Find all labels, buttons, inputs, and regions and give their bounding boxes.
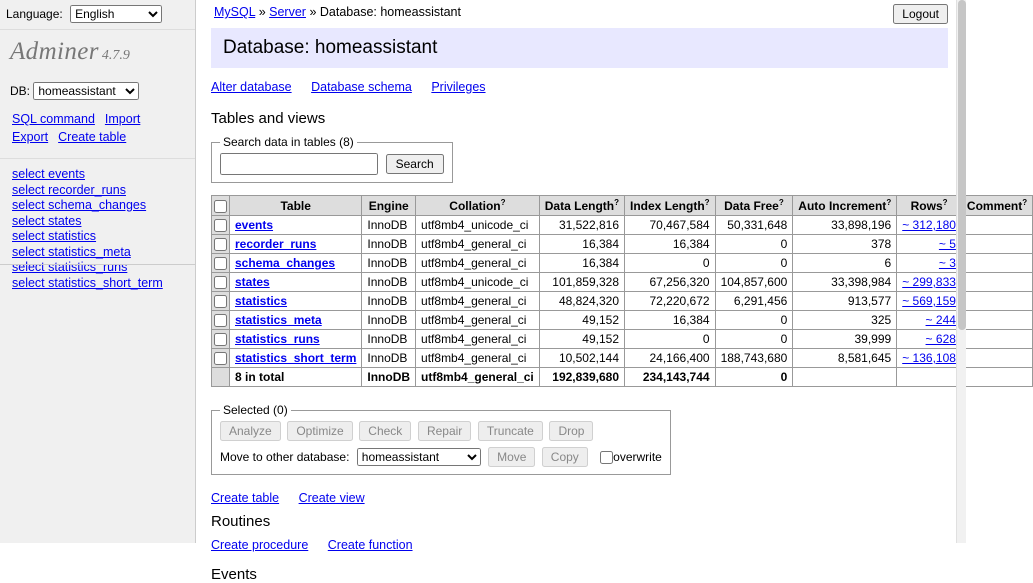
column-header-comment[interactable] xyxy=(961,196,1032,216)
database-action-links xyxy=(211,68,946,104)
privileges-link[interactable]: Privileges xyxy=(431,80,486,94)
column-header-collation-label: Collation xyxy=(449,199,501,213)
rows-link[interactable]: ~ 244 xyxy=(925,313,956,327)
collation-cell: utf8mb4_general_ci xyxy=(416,235,540,254)
move-label: Move to other database: xyxy=(220,450,350,464)
sidebar-item-select-schema-changes[interactable]: select schema_changes xyxy=(12,198,147,212)
engine-cell: InnoDB xyxy=(362,349,416,368)
row-checkbox-cell xyxy=(212,216,230,235)
sidebar-table-list xyxy=(0,159,195,299)
total-index-length-cell: 234,143,744 xyxy=(625,368,716,387)
data-length-cell: 16,384 xyxy=(539,235,624,254)
copy-button[interactable]: Copy xyxy=(542,447,588,467)
rows-cell[interactable] xyxy=(897,292,962,311)
total-data-length-cell: 192,839,680 xyxy=(539,368,624,387)
comment-cell xyxy=(961,330,1032,349)
data-length-cell: 16,384 xyxy=(539,254,624,273)
page-title: Database: homeassistant xyxy=(211,28,948,68)
row-checkbox-cell xyxy=(212,254,230,273)
overwrite-label[interactable] xyxy=(600,450,662,464)
routines-heading: Routines xyxy=(211,513,271,530)
breadcrumb-separator: » xyxy=(309,5,317,19)
engine-cell: InnoDB xyxy=(362,330,416,349)
column-header-rows[interactable] xyxy=(897,196,962,216)
table-name-cell xyxy=(230,292,362,311)
check-button[interactable]: Check xyxy=(359,421,411,441)
rows-cell[interactable] xyxy=(897,216,962,235)
comment-cell xyxy=(961,292,1032,311)
sidebar xyxy=(0,0,196,543)
table-name-cell xyxy=(230,349,362,368)
help-icon[interactable]: ? xyxy=(704,198,710,207)
comment-cell xyxy=(961,254,1032,273)
auto-increment-cell: 6 xyxy=(793,254,897,273)
data-length-cell: 48,824,320 xyxy=(539,292,624,311)
search-input[interactable] xyxy=(220,153,378,175)
table-link-statistics-meta[interactable]: statistics_meta xyxy=(235,313,322,327)
index-length-cell: 16,384 xyxy=(625,311,716,330)
help-icon[interactable]: ? xyxy=(886,198,892,207)
rows-cell[interactable] xyxy=(897,311,962,330)
engine-cell: InnoDB xyxy=(362,254,416,273)
data-free-cell: 0 xyxy=(715,311,793,330)
create-function-link[interactable]: Create function xyxy=(327,538,413,552)
engine-cell: InnoDB xyxy=(362,273,416,292)
brand xyxy=(0,29,195,78)
data-free-cell: 0 xyxy=(715,254,793,273)
rows-cell[interactable] xyxy=(897,330,962,349)
optimize-button[interactable]: Optimize xyxy=(287,421,352,441)
index-length-cell: 70,467,584 xyxy=(625,216,716,235)
engine-cell: InnoDB xyxy=(362,292,416,311)
rows-link[interactable]: ~ 628 xyxy=(925,332,956,346)
db-select[interactable] xyxy=(33,82,139,100)
selected-legend: Selected (0) xyxy=(223,403,288,417)
db-label: DB: xyxy=(10,84,31,98)
help-icon[interactable]: ? xyxy=(942,198,948,207)
row-checkbox-cell xyxy=(212,349,230,368)
row-checkbox[interactable] xyxy=(214,219,227,232)
rows-cell[interactable] xyxy=(897,349,962,368)
sidebar-item-select-statistics-runs[interactable]: select statistics_runs xyxy=(12,260,128,274)
index-length-cell: 16,384 xyxy=(625,235,716,254)
data-free-cell: 6,291,456 xyxy=(715,292,793,311)
comment-cell xyxy=(961,216,1032,235)
drop-button[interactable]: Drop xyxy=(549,421,593,441)
db-selector xyxy=(0,78,195,108)
data-length-cell: 10,502,144 xyxy=(539,349,624,368)
move-button[interactable]: Move xyxy=(488,447,535,467)
table-name-cell xyxy=(230,216,362,235)
row-checkbox[interactable] xyxy=(214,257,227,270)
rows-link[interactable]: ~ 136,108 xyxy=(902,351,956,365)
engine-cell: InnoDB xyxy=(362,311,416,330)
total-data-free-cell: 0 xyxy=(715,368,793,387)
data-length-cell: 101,859,328 xyxy=(539,273,624,292)
routine-links xyxy=(211,538,946,560)
column-header-auto-increment-label: Auto Increment xyxy=(798,199,887,213)
total-engine-cell: InnoDB xyxy=(362,368,416,387)
index-length-cell: 24,166,400 xyxy=(625,349,716,368)
rows-cell[interactable] xyxy=(897,273,962,292)
content-area xyxy=(197,68,1028,583)
database-schema-link[interactable]: Database schema xyxy=(311,80,412,94)
data-free-cell: 0 xyxy=(715,235,793,254)
collation-cell: utf8mb4_general_ci xyxy=(416,254,540,273)
rows-cell[interactable] xyxy=(897,254,962,273)
column-header-rows-label: Rows xyxy=(910,199,943,213)
sidebar-item-select-statistics-meta[interactable]: select statistics_meta xyxy=(12,244,131,259)
search-button[interactable]: Search xyxy=(386,154,444,174)
table-link-states[interactable]: states xyxy=(235,275,270,289)
table-name-cell xyxy=(230,273,362,292)
logout-container xyxy=(893,4,948,24)
table-row xyxy=(212,349,1033,368)
select-all-header xyxy=(212,196,230,216)
column-header-collation[interactable] xyxy=(416,196,540,216)
rows-link[interactable]: ~ 5 xyxy=(938,237,956,251)
column-header-table[interactable]: Table xyxy=(230,196,362,216)
data-free-cell: 104,857,600 xyxy=(715,273,793,292)
comment-cell xyxy=(961,311,1032,330)
data-length-cell: 31,522,816 xyxy=(539,216,624,235)
data-free-cell: 188,743,680 xyxy=(715,349,793,368)
total-comment-cell xyxy=(961,368,1032,387)
search-fieldset xyxy=(211,135,453,183)
sidebar-item-select-recorder-runs[interactable]: select recorder_runs xyxy=(12,182,126,197)
index-length-cell: 0 xyxy=(625,254,716,273)
collation-cell: utf8mb4_unicode_ci xyxy=(416,273,540,292)
table-link-statistics-runs[interactable]: statistics_runs xyxy=(235,332,320,346)
auto-increment-cell: 325 xyxy=(793,311,897,330)
sql-command-link[interactable]: SQL command xyxy=(12,112,95,126)
rows-link[interactable]: ~ 312,180 xyxy=(902,218,956,232)
select-all-checkbox[interactable] xyxy=(214,200,227,213)
auto-increment-cell: 33,398,984 xyxy=(793,273,897,292)
scrollbar-thumb[interactable] xyxy=(958,0,966,330)
sidebar-item-select-events[interactable]: select events xyxy=(12,167,85,181)
help-icon[interactable]: ? xyxy=(500,198,506,207)
create-table-link-main[interactable]: Create table xyxy=(211,491,280,505)
selected-fieldset xyxy=(211,403,671,475)
table-row xyxy=(212,292,1033,311)
column-header-comment-label: Comment xyxy=(966,199,1023,213)
data-free-cell: 0 xyxy=(715,330,793,349)
sidebar-menu-links xyxy=(0,108,195,154)
row-checkbox-cell xyxy=(212,235,230,254)
column-header-data-length[interactable] xyxy=(539,196,624,216)
breadcrumb-server[interactable]: Server xyxy=(269,5,306,19)
rows-link[interactable]: ~ 569,159 xyxy=(902,294,956,308)
brand-version: 4.7.9 xyxy=(101,48,130,63)
table-header-row xyxy=(212,196,1033,216)
help-icon[interactable]: ? xyxy=(778,198,784,207)
tables-list-table xyxy=(211,195,1033,387)
breadcrumb-current: Database: homeassistant xyxy=(319,5,461,19)
export-link[interactable]: Export xyxy=(12,130,49,144)
rows-link[interactable]: ~ 299,833 xyxy=(902,275,956,289)
collation-cell: utf8mb4_general_ci xyxy=(416,349,540,368)
table-name-cell xyxy=(230,330,362,349)
index-length-cell: 0 xyxy=(625,330,716,349)
table-row xyxy=(212,254,1033,273)
repair-button[interactable]: Repair xyxy=(418,421,471,441)
auto-increment-cell: 913,577 xyxy=(793,292,897,311)
table-link-statistics[interactable]: statistics xyxy=(235,294,288,308)
overwrite-text: overwrite xyxy=(613,450,662,464)
truncate-button[interactable]: Truncate xyxy=(478,421,543,441)
row-checkbox[interactable] xyxy=(214,333,227,346)
events-heading: Events xyxy=(211,566,257,583)
tables-list-body xyxy=(212,216,1033,387)
collation-cell: utf8mb4_general_ci xyxy=(416,292,540,311)
data-length-cell: 49,152 xyxy=(539,330,624,349)
row-checkbox[interactable] xyxy=(214,238,227,251)
overwrite-checkbox[interactable] xyxy=(600,451,613,464)
total-label-cell: 8 in total xyxy=(230,368,362,387)
total-auto-increment-cell xyxy=(793,368,897,387)
column-header-auto-increment[interactable] xyxy=(793,196,897,216)
index-length-cell: 67,256,320 xyxy=(625,273,716,292)
language-select[interactable] xyxy=(70,5,162,23)
row-checkbox[interactable] xyxy=(214,295,227,308)
column-header-index-length-label: Index Length xyxy=(630,199,705,213)
breadcrumb xyxy=(197,0,956,23)
selected-buttons-row xyxy=(220,421,662,441)
table-name-cell xyxy=(230,235,362,254)
alter-database-link[interactable]: Alter database xyxy=(211,80,292,94)
auto-increment-cell: 39,999 xyxy=(793,330,897,349)
table-row xyxy=(212,273,1033,292)
breadcrumb-separator: » xyxy=(258,5,266,19)
create-procedure-link[interactable]: Create procedure xyxy=(211,538,309,552)
table-name-cell xyxy=(230,311,362,330)
data-free-cell: 50,331,648 xyxy=(715,216,793,235)
row-checkbox-cell xyxy=(212,311,230,330)
row-checkbox-cell xyxy=(212,273,230,292)
tables-and-views-heading: Tables and views xyxy=(211,110,326,127)
table-row xyxy=(212,216,1033,235)
sidebar-item-select-statistics[interactable]: select statistics xyxy=(12,229,97,243)
auto-increment-cell: 378 xyxy=(793,235,897,254)
engine-cell: InnoDB xyxy=(362,216,416,235)
collation-cell: utf8mb4_general_ci xyxy=(416,330,540,349)
index-length-cell: 72,220,672 xyxy=(625,292,716,311)
collation-cell: utf8mb4_general_ci xyxy=(416,311,540,330)
import-link[interactable]: Import xyxy=(104,112,141,126)
table-total-row xyxy=(212,368,1033,387)
column-header-data-free[interactable] xyxy=(715,196,793,216)
sidebar-item-select-states[interactable]: select states xyxy=(12,213,82,228)
language-label: Language: xyxy=(6,7,63,21)
engine-cell: InnoDB xyxy=(362,235,416,254)
table-link-schema-changes[interactable]: schema_changes xyxy=(235,256,336,270)
breadcrumb-mysql[interactable]: MySQL xyxy=(214,5,256,19)
column-header-data-length-label: Data Length xyxy=(544,199,615,213)
rows-link[interactable]: ~ 3 xyxy=(938,256,956,270)
table-name-cell xyxy=(230,254,362,273)
create-table-link[interactable]: Create table xyxy=(58,130,127,144)
column-header-data-free-label: Data Free xyxy=(724,199,779,213)
move-db-select[interactable] xyxy=(357,448,481,466)
main-content xyxy=(197,0,1028,583)
table-row xyxy=(212,235,1033,254)
collation-cell: utf8mb4_unicode_ci xyxy=(416,216,540,235)
sidebar-bottom-divider xyxy=(0,264,196,265)
create-view-link[interactable]: Create view xyxy=(298,491,365,505)
language-selector xyxy=(0,0,195,29)
column-header-engine[interactable]: Engine xyxy=(362,196,416,216)
table-link-statistics-short-term[interactable]: statistics_short_term xyxy=(235,351,357,365)
row-checkbox[interactable] xyxy=(214,276,227,289)
search-legend: Search data in tables (8) xyxy=(223,135,354,149)
page-scrollbar[interactable] xyxy=(956,0,966,543)
table-row xyxy=(212,330,1033,349)
column-header-index-length[interactable] xyxy=(625,196,716,216)
logout-button[interactable]: Logout xyxy=(893,4,948,24)
comment-cell xyxy=(961,235,1032,254)
total-rows-cell xyxy=(897,368,962,387)
rows-cell[interactable] xyxy=(897,235,962,254)
total-collation-cell: utf8mb4_general_ci xyxy=(416,368,540,387)
table-row xyxy=(212,311,1033,330)
sidebar-item-select-statistics-short-term[interactable]: select statistics_short_term xyxy=(12,275,163,290)
comment-cell xyxy=(961,273,1032,292)
help-icon[interactable]: ? xyxy=(614,198,619,207)
total-checkbox-cell xyxy=(212,368,230,387)
create-links xyxy=(211,485,946,507)
row-checkbox-cell xyxy=(212,292,230,311)
row-checkbox[interactable] xyxy=(214,352,227,365)
analyze-button[interactable]: Analyze xyxy=(220,421,281,441)
help-icon[interactable]: ? xyxy=(1022,198,1028,207)
auto-increment-cell: 8,581,645 xyxy=(793,349,897,368)
comment-cell xyxy=(961,349,1032,368)
table-link-events[interactable]: events xyxy=(235,218,274,232)
table-link-recorder-runs[interactable]: recorder_runs xyxy=(235,237,317,251)
auto-increment-cell: 33,898,196 xyxy=(793,216,897,235)
brand-name: Adminer xyxy=(10,38,99,65)
row-checkbox-cell xyxy=(212,330,230,349)
move-row xyxy=(220,447,662,467)
row-checkbox[interactable] xyxy=(214,314,227,327)
data-length-cell: 49,152 xyxy=(539,311,624,330)
